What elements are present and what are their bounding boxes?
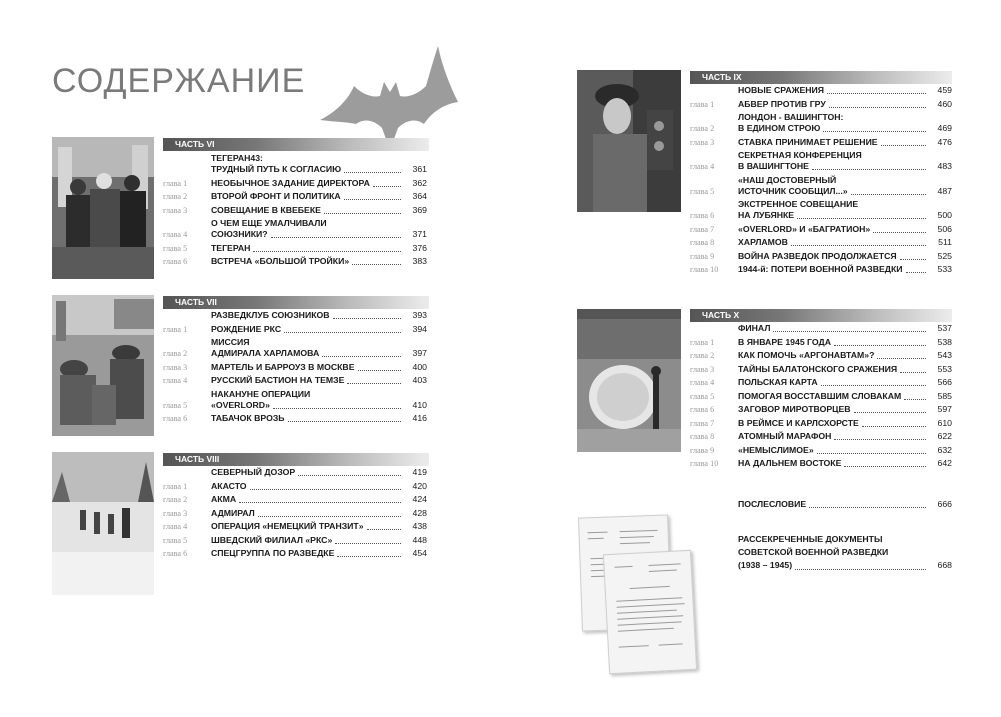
toc-entry-page: 525 <box>937 250 952 261</box>
toc-entry-chapter: глава 5 <box>163 535 188 545</box>
toc-entry-page: 410 <box>412 399 427 410</box>
toc-entry-page: 428 <box>412 507 427 518</box>
toc-entry-title: «OVERLORD» И «БАГРАТИОН» <box>738 223 871 234</box>
toc-entry[interactable] <box>690 112 952 134</box>
toc-entry[interactable] <box>163 521 427 532</box>
toc-entry-page: 511 <box>938 237 952 247</box>
toc-entry[interactable] <box>690 237 952 248</box>
toc-entry[interactable] <box>163 153 427 175</box>
toc-entry-title: МИССИЯ <box>211 337 250 347</box>
toc-entry-page: 632 <box>937 444 952 455</box>
toc-entry-page: 403 <box>412 375 427 385</box>
toc-entry-chapter: глава 8 <box>690 432 715 441</box>
toc-part-6 <box>163 153 427 270</box>
toc-entry[interactable] <box>163 178 427 189</box>
toc-part-7 <box>163 310 427 427</box>
toc-entry-title: СОВЕЩАНИЕ В КВЕБЕКЕ <box>211 204 321 215</box>
toc-entry-chapter: глава 1 <box>163 178 188 188</box>
toc-entry-chapter: глава 4 <box>690 378 715 387</box>
toc-entry-title: АБВЕР ПРОТИВ ГРУ <box>738 98 826 109</box>
toc-entry-title: ПОСЛЕСЛОВИЕ <box>738 499 807 509</box>
part-header: ЧАСТЬ VIII <box>163 453 429 466</box>
toc-entry-chapter: глава 5 <box>163 243 188 253</box>
toc-entry-title: РОЖДЕНИЕ РКС <box>211 323 282 334</box>
page-title: СОДЕРЖАНИЕ <box>52 62 306 100</box>
toc-entry-title: СПЕЦГРУППА ПО РАЗВЕДКЕ <box>211 548 335 558</box>
toc-entry-chapter: глава 1 <box>163 324 188 334</box>
toc-entry-page: 487 <box>937 185 952 196</box>
toc-entry-chapter: глава 7 <box>690 418 715 428</box>
toc-entry-title: В ЕДИНОМ СТРОЮ <box>738 123 821 133</box>
toc-entry-title: ЗАГОВОР МИРОТВОРЦЕВ <box>738 404 851 414</box>
toc-entry-page: 483 <box>937 161 952 171</box>
toc-entry-page: 376 <box>412 242 427 253</box>
toc-entry-title: ТРУДНЫЙ ПУТЬ К СОГЛАСИЮ <box>211 164 342 174</box>
toc-entry-title: НЕОБЫЧНОЕ ЗАДАНИЕ ДИРЕКТОРА <box>211 177 370 188</box>
toc-entry-title: АДМИРАЛА ХАРЛАМОВА <box>211 348 320 358</box>
toc-entry[interactable] <box>690 150 952 172</box>
toc-entry[interactable] <box>690 175 952 197</box>
toc-entry-chapter: глава 6 <box>163 257 188 266</box>
toc-entry-title: НОВЫЕ СРАЖЕНИЯ <box>738 85 825 95</box>
toc-entry-page: 476 <box>937 136 952 147</box>
toc-entry-page: 668 <box>937 560 952 570</box>
toc-entry[interactable] <box>163 389 427 411</box>
toc-entry[interactable] <box>690 364 952 375</box>
toc-entry[interactable] <box>163 256 427 267</box>
toc-entry[interactable] <box>690 350 952 361</box>
toc-entry-chapter: глава 3 <box>163 508 188 518</box>
toc-entry-chapter: глава 4 <box>690 162 715 171</box>
toc-entry-page: 438 <box>412 521 427 531</box>
toc-entry-page: 460 <box>937 98 952 109</box>
toc-entry[interactable] <box>690 199 952 221</box>
toc-entry-page: 416 <box>412 413 427 423</box>
toc-entry[interactable] <box>163 481 427 492</box>
toc-entry[interactable] <box>163 205 427 216</box>
toc-entry-chapter: глава 2 <box>690 351 715 360</box>
toc-entry-page: 369 <box>412 204 427 215</box>
toc-entry-page: 400 <box>412 361 427 372</box>
toc-entry-page: 585 <box>937 390 952 401</box>
toc-entry-chapter: глава 2 <box>163 495 188 504</box>
toc-entry[interactable] <box>690 458 952 469</box>
toc-entry-chapter: глава 8 <box>690 238 715 247</box>
toc-entry-page: 448 <box>412 534 427 545</box>
toc-entry[interactable] <box>163 467 427 478</box>
toc-entry-title: НА ЛУБЯНКЕ <box>738 210 795 220</box>
toc-entry-page: 533 <box>937 264 952 274</box>
toc-entry-page: 543 <box>937 350 952 360</box>
toc-entry-page: 538 <box>937 336 952 347</box>
toc-entry-title: ТЕГЕРАН43: <box>211 153 263 163</box>
toc-entry[interactable] <box>163 413 427 424</box>
toc-entry-title: О ЧЕМ ЕЩЕ УМАЛЧИВАЛИ <box>211 218 327 228</box>
toc-entry[interactable] <box>163 548 427 559</box>
toc-entry-chapter: глава 5 <box>690 391 715 401</box>
toc-entry[interactable] <box>163 243 427 254</box>
toc-entry-page: 364 <box>412 191 427 201</box>
toc-entry-title: ПОЛЬСКАЯ КАРТА <box>738 377 818 387</box>
toc-entry-chapter: глава 3 <box>690 137 715 147</box>
toc-entry-title: ЛОНДОН - ВАШИНГТОН: <box>738 112 844 122</box>
toc-entry-title: 1944-й: ПОТЕРИ ВОЕННОЙ РАЗВЕДКИ <box>738 264 903 274</box>
toc-entry-page: 537 <box>937 323 952 333</box>
toc-entry-chapter: глава 2 <box>690 124 715 133</box>
toc-entry-chapter: глава 6 <box>163 549 188 558</box>
toc-entry-page: 622 <box>937 431 952 441</box>
photo-winter-patrol <box>52 452 154 595</box>
toc-entry-title: СОЮЗНИКИ? <box>211 229 268 239</box>
toc-entry-chapter: глава 2 <box>163 192 188 201</box>
toc-entry-title: ФИНАЛ <box>738 323 771 333</box>
toc-documents <box>690 533 952 575</box>
toc-entry-chapter: глава 1 <box>690 99 715 109</box>
toc-entry-chapter: глава 6 <box>163 414 188 423</box>
toc-entry-chapter: глава 4 <box>163 230 188 239</box>
toc-entry[interactable] <box>690 377 952 388</box>
toc-entry-page: 393 <box>412 310 427 320</box>
toc-entry-page: 420 <box>412 480 427 491</box>
toc-entry[interactable] <box>163 191 427 202</box>
toc-afterword <box>690 499 952 513</box>
bat-emblem-icon <box>318 42 460 152</box>
toc-entry[interactable] <box>163 362 427 373</box>
toc-entry-title: ПОМОГАЯ ВОССТАВШИМ СЛОВАКАМ <box>738 390 902 401</box>
toc-entry[interactable] <box>690 337 952 348</box>
toc-entry-title: НА ДАЛЬНЕМ ВОСТОКЕ <box>738 458 842 468</box>
toc-entry-page: 397 <box>412 348 427 358</box>
toc-entry-page: 469 <box>937 123 952 133</box>
toc-entry-title: «НАШ ДОСТОВЕРНЫЙ <box>738 174 837 185</box>
toc-entry-title: СОВЕТСКОЙ ВОЕННОЙ РАЗВЕДКИ <box>738 547 889 557</box>
toc-entry-chapter: глава 7 <box>690 224 715 234</box>
toc-entry-page: 597 <box>937 404 952 414</box>
toc-entry-title: «НЕМЫСЛИМОЕ» <box>738 444 814 455</box>
toc-entry-title: ВОЙНА РАЗВЕДОК ПРОДОЛЖАЕТСЯ <box>738 250 897 261</box>
photo-atomic-bomb <box>577 309 681 452</box>
toc-entry-page: 361 <box>412 164 427 174</box>
toc-entry-title: ХАРЛАМОВ <box>738 237 788 247</box>
photo-radio-operator <box>577 70 681 212</box>
toc-entry-page: 454 <box>412 548 427 558</box>
toc-entry-chapter: глава 10 <box>690 265 719 274</box>
toc-entry[interactable] <box>163 535 427 546</box>
toc-entry-chapter: глава 9 <box>690 251 715 261</box>
toc-entry-title: В РЕЙМСЕ И КАРЛСХОРСТЕ <box>738 417 859 428</box>
toc-entry-page: 394 <box>412 323 427 334</box>
toc-entry-chapter: глава 10 <box>690 459 719 468</box>
toc-entry-chapter: глава 1 <box>163 481 188 491</box>
toc-entry[interactable] <box>690 224 952 235</box>
toc-entry-title: ТАЙНЫ БАЛАТОНСКОГО СРАЖЕНИЯ <box>738 363 898 374</box>
toc-entry[interactable] <box>690 499 952 510</box>
photo-tehran-conference <box>52 137 154 279</box>
part-header: ЧАСТЬ VII <box>163 296 429 309</box>
toc-part-10 <box>690 323 952 472</box>
toc-entry-page: 506 <box>937 223 952 234</box>
toc-entry-title: РАССЕКРЕЧЕННЫЕ ДОКУМЕНТЫ <box>738 534 883 544</box>
toc-entry[interactable] <box>163 218 427 240</box>
toc-entry-chapter: глава 2 <box>163 349 188 358</box>
toc-entry[interactable] <box>690 445 952 456</box>
toc-entry[interactable] <box>163 337 427 359</box>
toc-entry-page: 642 <box>937 458 952 468</box>
toc-entry[interactable] <box>690 323 952 334</box>
toc-entry-chapter: глава 3 <box>690 364 715 374</box>
toc-entry-title: ТЕГЕРАН <box>211 242 251 253</box>
toc-entry-title: ЭКСТРЕННОЕ СОВЕЩАНИЕ <box>738 199 859 209</box>
toc-entry-chapter: глава 3 <box>163 362 188 372</box>
toc-entry-page: 666 <box>937 499 952 509</box>
toc-entry-title: В ЯНВАРЕ 1945 ГОДА <box>738 336 831 347</box>
toc-entry-title: СТАВКА ПРИНИМАЕТ РЕШЕНИЕ <box>738 136 878 147</box>
toc-entry-title: РУССКИЙ БАСТИОН НА ТЕМЗЕ <box>211 375 345 385</box>
toc-entry[interactable] <box>690 418 952 429</box>
toc-entry-title: АКМА <box>211 494 237 504</box>
toc-entry[interactable] <box>690 404 952 415</box>
toc-entry[interactable] <box>690 264 952 275</box>
toc-entry-chapter: глава 5 <box>163 400 188 410</box>
toc-part-9 <box>690 85 952 278</box>
toc-entry-chapter: глава 1 <box>690 337 715 347</box>
toc-entry-title: ВСТРЕЧА «БОЛЬШОЙ ТРОЙКИ» <box>211 256 350 266</box>
toc-entry-chapter: глава 9 <box>690 445 715 455</box>
toc-entry-page: 553 <box>937 363 952 374</box>
toc-entry-title: ТАБАЧОК ВРОЗЬ <box>211 413 285 423</box>
toc-entry-chapter: глава 6 <box>690 211 715 220</box>
toc-entry-chapter: глава 4 <box>163 376 188 385</box>
toc-entry[interactable] <box>690 99 952 110</box>
toc-entry-page: 459 <box>937 85 952 95</box>
toc-entry-title: АДМИРАЛ <box>211 507 255 518</box>
toc-entry-page: 383 <box>412 256 427 266</box>
toc-entry-title: НАКАНУНЕ ОПЕРАЦИИ <box>211 388 311 399</box>
toc-entry[interactable] <box>690 431 952 442</box>
toc-entry-title: «OVERLORD» <box>211 399 270 410</box>
toc-entry-page: 500 <box>937 210 952 220</box>
part-header: ЧАСТЬ X <box>690 309 952 322</box>
toc-entry-page: 424 <box>412 494 427 504</box>
toc-entry-chapter: глава 6 <box>690 405 715 414</box>
toc-entry-chapter: глава 4 <box>163 522 188 531</box>
part-header: ЧАСТЬ VI <box>163 138 429 151</box>
toc-entry-title: КАК ПОМОЧЬ «АРГОНАВТАМ»? <box>738 350 875 360</box>
toc-entry-title: АКАСТО <box>211 480 247 491</box>
toc-entry-title: РАЗВЕДКЛУБ СОЮЗНИКОВ <box>211 310 330 320</box>
toc-entry-title: СЕКРЕТНАЯ КОНФЕРЕНЦИЯ <box>738 150 862 160</box>
toc-entry[interactable] <box>163 508 427 519</box>
toc-entry[interactable] <box>163 375 427 386</box>
toc-entry-chapter: глава 3 <box>163 205 188 215</box>
toc-entry[interactable] <box>690 391 952 402</box>
photo-soldiers <box>52 295 154 436</box>
toc-entry-page: 610 <box>937 417 952 428</box>
toc-entry-title: ВТОРОЙ ФРОНТ И ПОЛИТИКА <box>211 191 341 201</box>
toc-entry[interactable] <box>163 324 427 335</box>
part-header: ЧАСТЬ IX <box>690 71 952 84</box>
toc-entry-title: ИСТОЧНИК СООБЩИЛ...» <box>738 185 848 196</box>
toc-entry-page: 566 <box>937 377 952 387</box>
toc-entry-title: СЕВЕРНЫЙ ДОЗОР <box>211 467 296 477</box>
toc-part-8 <box>163 467 427 562</box>
toc-entry-title: (1938 – 1945) <box>738 560 793 570</box>
toc-entry[interactable] <box>690 533 952 572</box>
toc-entry[interactable] <box>163 310 427 321</box>
toc-entry[interactable] <box>163 494 427 505</box>
toc-entry-title: АТОМНЫЙ МАРАФОН <box>738 431 832 441</box>
toc-entry-page: 419 <box>412 467 427 477</box>
toc-entry-chapter: глава 5 <box>690 186 715 196</box>
toc-entry-page: 362 <box>412 177 427 188</box>
toc-entry[interactable] <box>690 251 952 262</box>
toc-entry-title: МАРТЕЛЬ И БАРРОУЗ В МОСКВЕ <box>211 361 355 372</box>
toc-entry[interactable] <box>690 85 952 96</box>
toc-entry-title: ШВЕДСКИЙ ФИЛИАЛ «РКС» <box>211 534 333 545</box>
toc-entry[interactable] <box>690 137 952 148</box>
declassified-documents-image <box>580 516 700 676</box>
toc-entry-title: ОПЕРАЦИЯ «НЕМЕЦКИЙ ТРАНЗИТ» <box>211 521 364 531</box>
toc-entry-page: 371 <box>412 229 427 239</box>
toc-entry-title: В ВАШИНГТОНЕ <box>738 161 809 171</box>
